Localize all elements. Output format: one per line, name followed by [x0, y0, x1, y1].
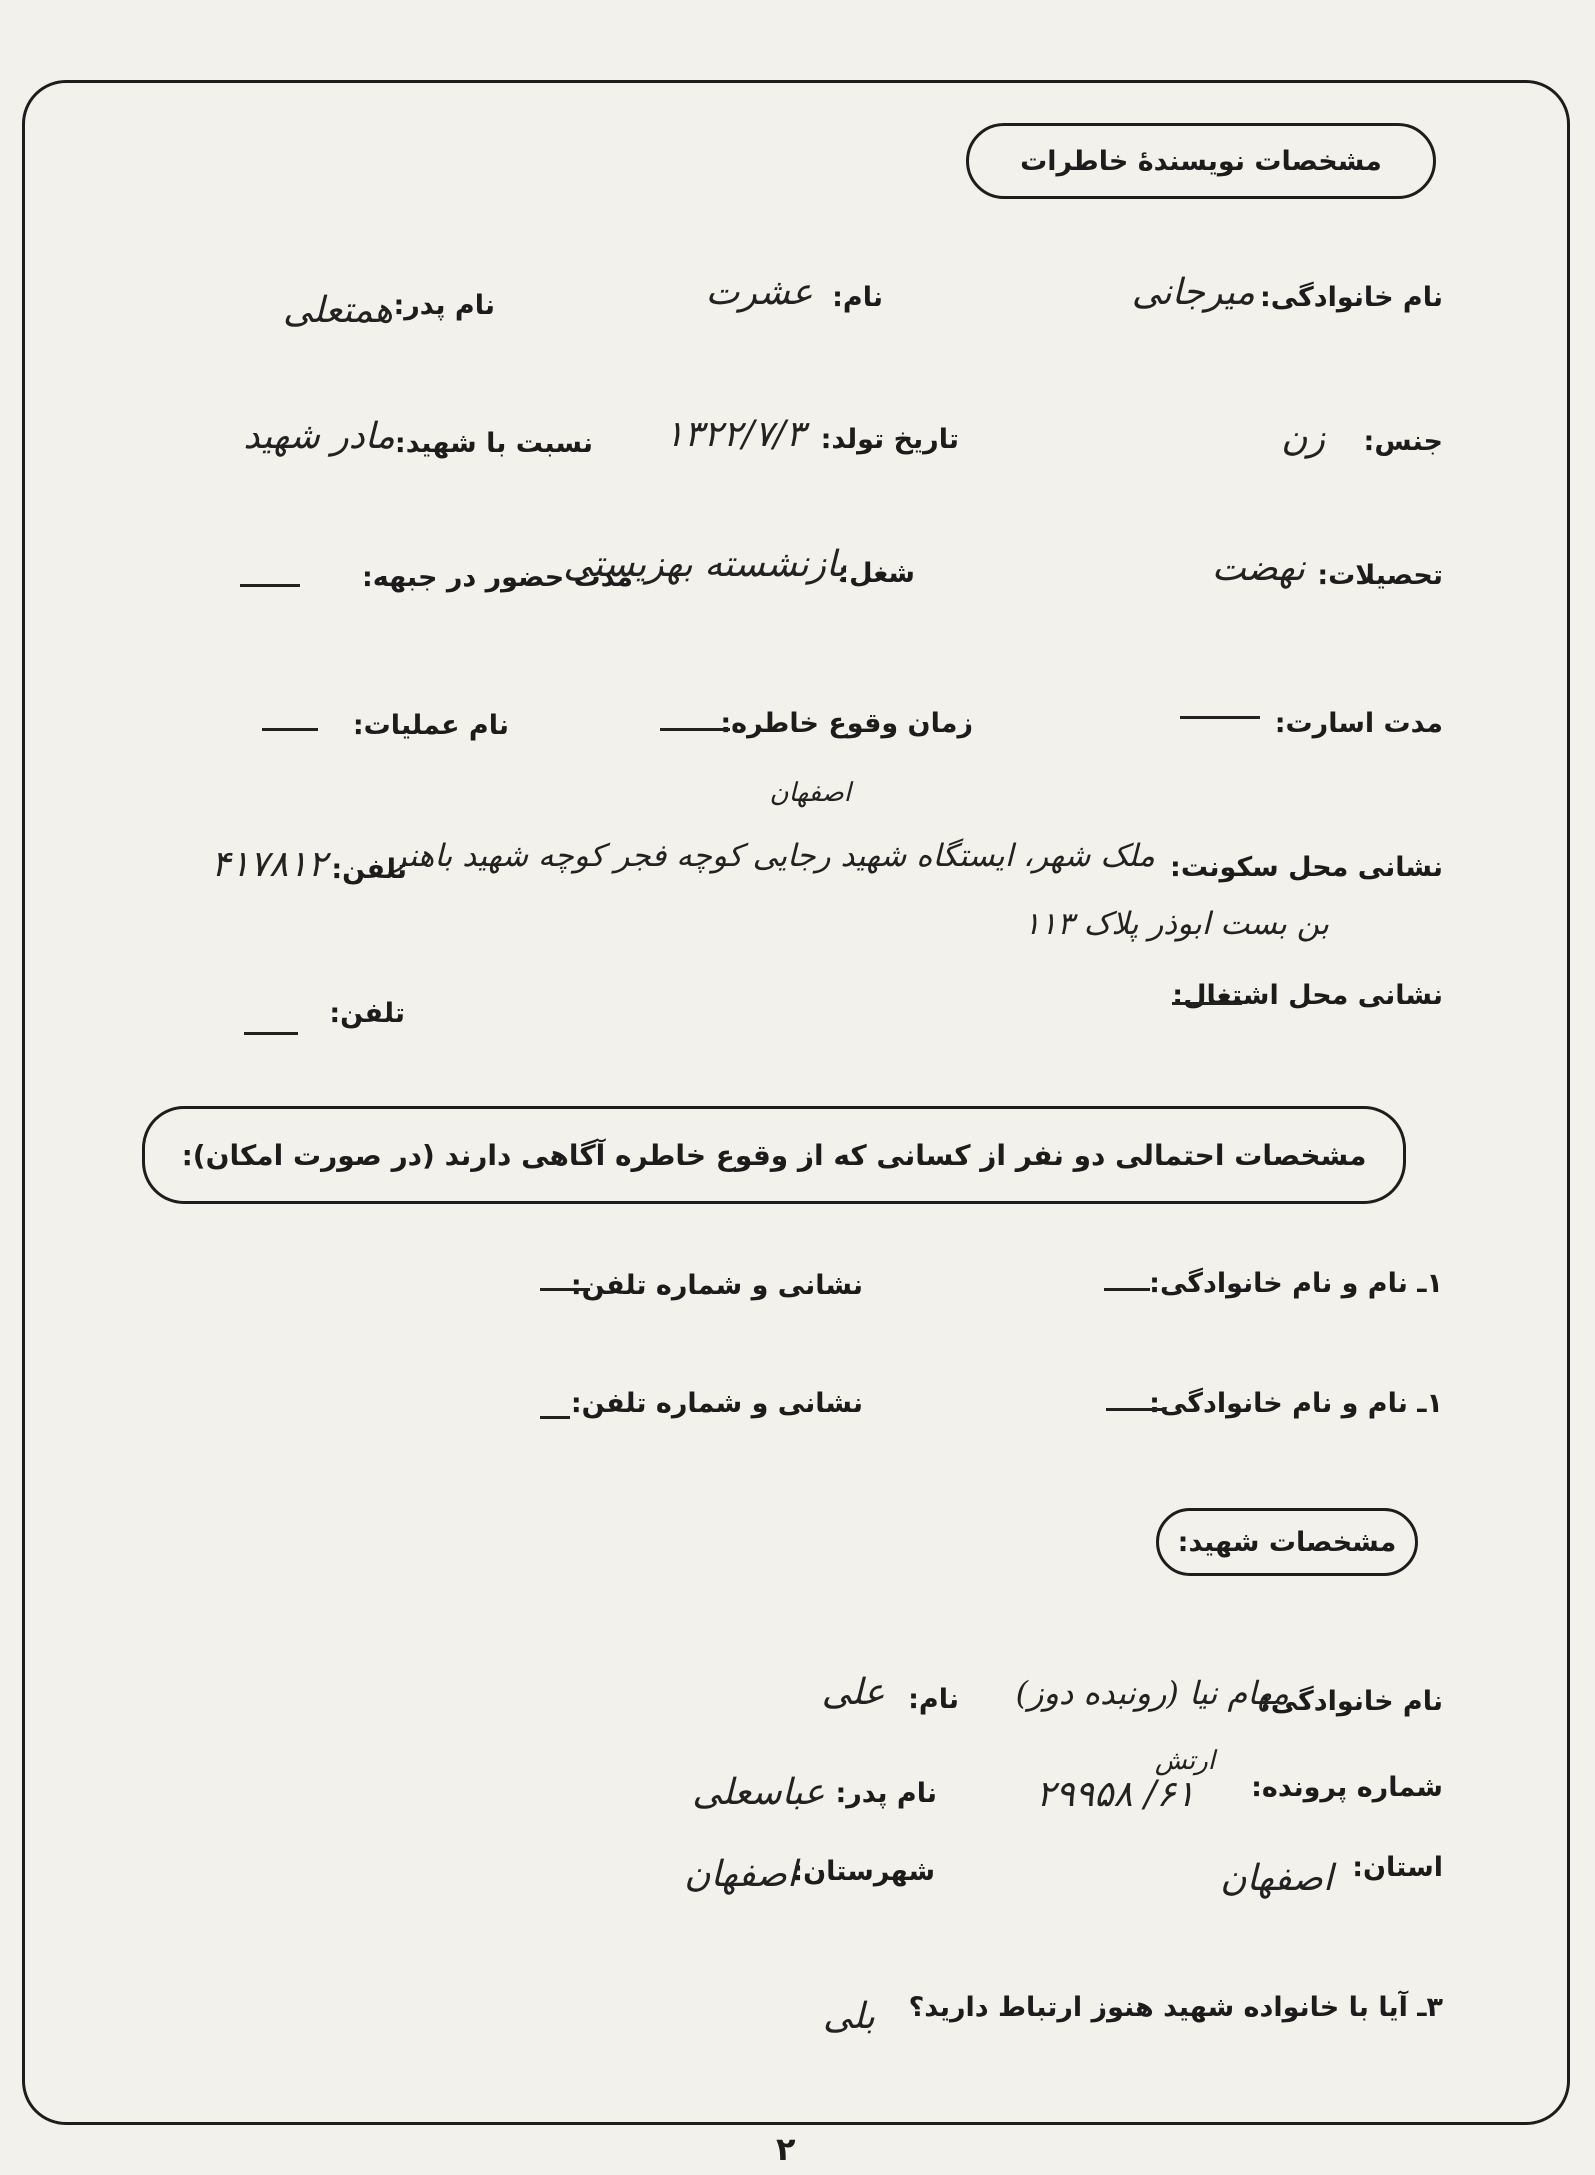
file-note: ارتش	[1154, 1746, 1215, 1776]
phone-label: تلفن:	[331, 854, 407, 885]
address-label: نشانی محل سکونت:	[1170, 852, 1443, 883]
address-note: اصفهان	[769, 778, 851, 808]
writer-section-title: مشخصات نویسندهٔ خاطرات	[966, 123, 1436, 199]
martyr-name-label: نام:	[908, 1684, 959, 1715]
captivity-label: مدت اسارت:	[1274, 708, 1443, 739]
birth-date-label: تاریخ تولد:	[820, 424, 959, 455]
witness1-name-blank	[1104, 1288, 1150, 1291]
relation-value: مادر شهید	[243, 416, 395, 457]
operation-blank	[262, 728, 318, 731]
work-phone-blank	[244, 1032, 298, 1035]
contact-question: ۳ـ آیا با خانواده شهید هنوز ارتباط دارید؟	[908, 1992, 1443, 2023]
martyr-name-value: علی	[821, 1672, 885, 1713]
martyr-family-label: نام خانوادگی:	[1259, 1686, 1443, 1717]
education-label: تحصیلات:	[1317, 560, 1443, 591]
file-number-label: شماره پرونده:	[1251, 1772, 1443, 1803]
front-duration-blank	[240, 584, 300, 587]
father-name-label: نام پدر:	[393, 290, 495, 321]
work-address-blank	[1172, 1002, 1242, 1005]
front-duration-label: مدت حضور در جبهه:	[361, 562, 633, 593]
witness1-name-label: ۱ـ نام و نام خانوادگی:	[1149, 1268, 1443, 1299]
work-phone-label: تلفن:	[329, 998, 405, 1029]
gender-label: جنس:	[1363, 426, 1443, 457]
page-border	[22, 80, 1570, 2125]
witness1-contact-label: نشانی و شماره تلفن:	[570, 1270, 863, 1301]
education-value: نهضت	[1211, 548, 1305, 589]
file-number-value: ۶۱/ ۲۹۹۵۸	[1036, 1774, 1195, 1815]
witness2-contact-blank	[540, 1416, 570, 1419]
first-name-value: عشرت	[705, 272, 813, 313]
gender-value: زن	[1281, 418, 1325, 459]
phone-value: ۴۱۷۸۱۲	[210, 844, 327, 885]
city-value: اصفهان	[684, 1854, 797, 1895]
first-name-label: نام:	[832, 282, 883, 313]
job-value: بازنشسته بهزیستی	[563, 544, 847, 585]
birth-date-value: ۱۳۲۲/۷/۳	[664, 414, 805, 455]
father-name-value: همتعلی	[283, 290, 393, 331]
witness-section-title: مشخصات احتمالی دو نفر از کسانی که از وقوع خاطره آگاهی دارند (در صورت امکان):	[142, 1106, 1406, 1204]
memory-time-blank	[660, 728, 730, 731]
city-label: شهرستان:	[792, 1856, 935, 1887]
witness2-name-label: ۱ـ نام و نام خانوادگی:	[1149, 1388, 1443, 1419]
memory-time-label: زمان وقوع خاطره:	[720, 708, 973, 739]
province-value: اصفهان	[1220, 1858, 1333, 1899]
witness2-name-blank	[1106, 1408, 1164, 1411]
family-name-label: نام خانوادگی:	[1259, 282, 1443, 313]
address-value: ملک شهر، ایستگاه شهید رجایی کوچه فجر کوچه شهید باهنر	[391, 838, 1155, 874]
address-line2: بن بست ابوذر پلاک ۱۱۳	[1023, 906, 1329, 942]
martyr-father-label: نام پدر:	[835, 1778, 937, 1809]
province-label: استان:	[1352, 1852, 1443, 1883]
operation-name-label: نام عملیات:	[352, 710, 509, 741]
page-number: ۲	[776, 2130, 796, 2168]
job-label: شغل:	[838, 558, 915, 589]
contact-answer: بلی	[823, 1996, 875, 2037]
witness2-contact-label: نشانی و شماره تلفن:	[570, 1388, 863, 1419]
family-name-value: میرجانی	[1131, 272, 1255, 313]
martyr-father-value: عباسعلی	[692, 1772, 825, 1813]
witness1-contact-blank	[540, 1288, 590, 1291]
captivity-blank	[1180, 716, 1260, 719]
relation-label: نسبت با شهید:	[394, 428, 593, 459]
martyr-section-title: مشخصات شهید:	[1156, 1508, 1418, 1576]
work-address-label: نشانی محل اشتغال:	[1172, 980, 1443, 1011]
martyr-family-value: مهام نیا (رونبده دوز)	[1015, 1674, 1289, 1712]
